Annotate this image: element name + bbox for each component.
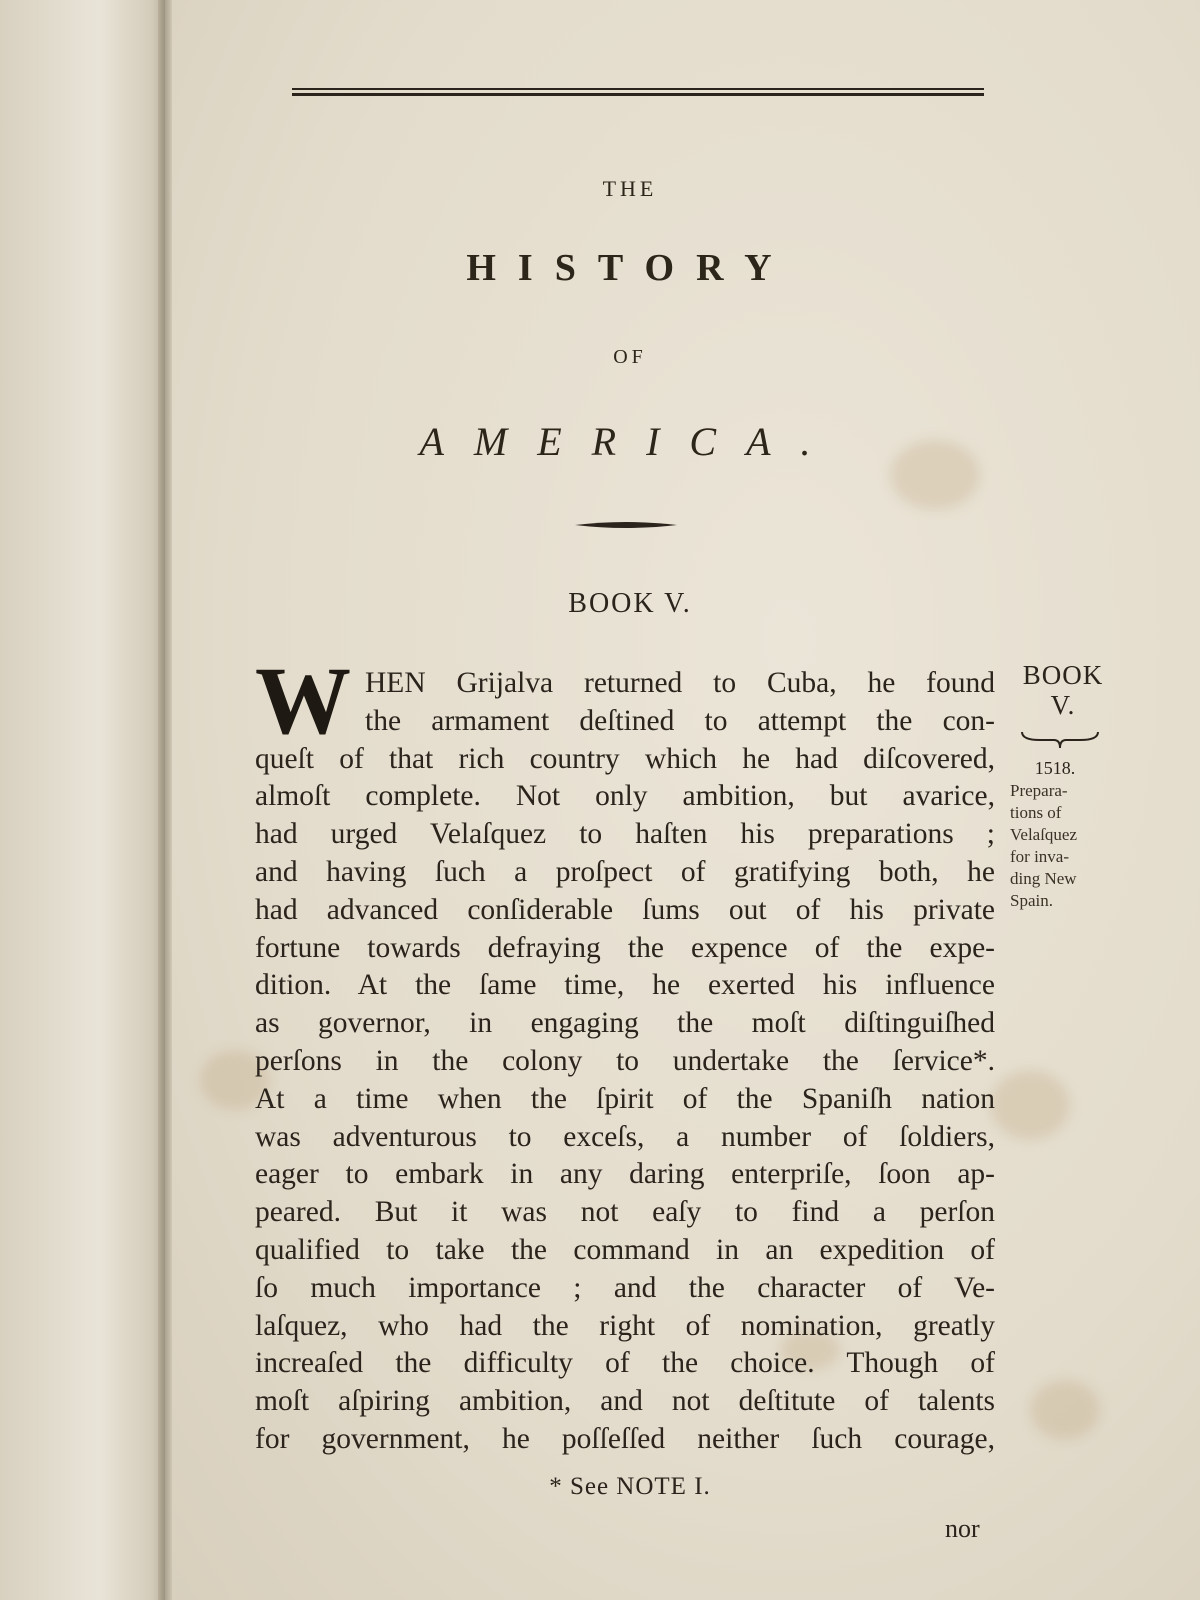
body-line: peared. But it was not eaſy to find a perſon xyxy=(255,1196,995,1229)
title-of: OF xyxy=(613,346,647,368)
margin-note xyxy=(1010,780,1110,912)
body-line: ſo much importance ; and the character of Ve- xyxy=(255,1271,995,1304)
body-line: eager to embark in any daring enterpriſe, ſoon ap- xyxy=(255,1158,995,1191)
body-line: and having ſuch a proſpect of gratifying both, he xyxy=(255,855,995,888)
book-gutter xyxy=(158,0,172,1600)
body-line: dition. At the ſame time, he exerted his influence xyxy=(255,969,995,1002)
top-double-rule xyxy=(292,88,984,98)
body-line: the armament deſtined to attempt the con- xyxy=(365,704,995,737)
body-line: perſons in the colony to undertake the ſervice*. xyxy=(255,1044,995,1077)
body-line: had advanced conſiderable ſums out of his private xyxy=(255,893,995,926)
body-line: increaſed the difficulty of the choice. Though of xyxy=(255,1347,995,1380)
title-history: HISTORY xyxy=(466,247,794,289)
body-line: as governor, in engaging the moſt diſtinguiſhed xyxy=(255,1007,995,1040)
title-the: THE xyxy=(602,176,658,201)
body-text xyxy=(255,647,995,1459)
body-line: had urged Velaſquez to haſten his preparations ; xyxy=(255,818,995,851)
body-line: fortune towards defraying the expence of the expe- xyxy=(255,931,995,964)
margin-book-label: BOOK xyxy=(1022,660,1104,690)
margin-note-line: ding New xyxy=(1010,869,1077,888)
body-line: moſt aſpiring ambition, and not deſtitute of talents xyxy=(255,1385,995,1418)
margin-book-number: V. xyxy=(1050,690,1076,720)
body-line: for government, he poſſeſſed neither ſuch courage, xyxy=(255,1422,995,1455)
margin-brace xyxy=(1020,728,1100,750)
margin-note-line: tions of xyxy=(1010,803,1062,822)
drop-cap: W xyxy=(255,647,351,754)
margin-note-line: for inva- xyxy=(1010,847,1070,866)
margin-note-line: Velaſquez xyxy=(1010,825,1078,844)
margin-book-heading xyxy=(1008,660,1118,720)
body-line: almoſt complete. Not only ambition, but avarice, xyxy=(255,780,995,813)
margin-note-line: Prepara- xyxy=(1010,781,1068,800)
margin-year: 1518. xyxy=(1034,758,1076,778)
body-line: qualified to take the command in an expedition of xyxy=(255,1233,995,1266)
footnote: * See NOTE I. xyxy=(549,1473,711,1500)
body-line: queſt of that rich country which he had diſcovered, xyxy=(255,742,995,775)
body-line: At a time when the ſpirit of the Spaniſh nation xyxy=(255,1082,995,1115)
catchword: nor xyxy=(945,1514,980,1543)
margin-note-line: Spain. xyxy=(1010,891,1053,910)
body-line: was adventurous to exceſs, a number of ſoldiers, xyxy=(255,1120,995,1153)
title-america: AMERICA. xyxy=(419,419,841,464)
body-line: HEN Grijalva returned to Cuba, he found xyxy=(365,667,995,699)
facing-page xyxy=(0,0,165,1600)
book-heading: BOOK V. xyxy=(568,588,692,619)
body-line: laſquez, who had the right of nomination, greatly xyxy=(255,1309,995,1342)
ornament-divider xyxy=(575,518,677,532)
